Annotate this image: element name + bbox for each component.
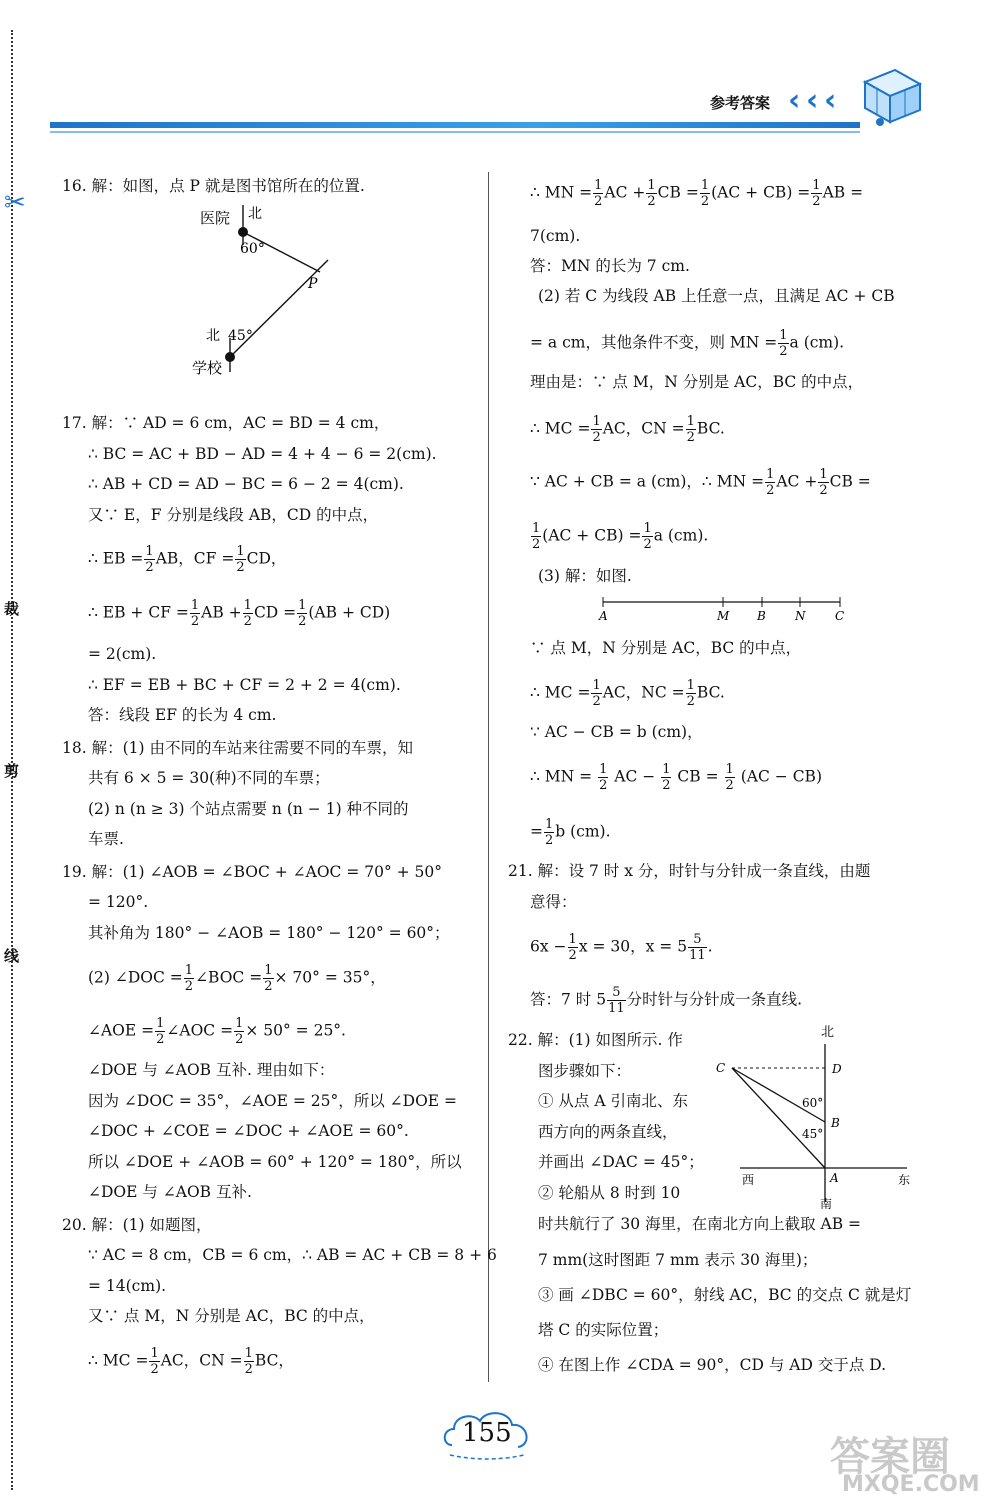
fig20-c: C [835, 609, 845, 623]
r-line13: ∵ AC − CB = b (cm)， [530, 723, 703, 741]
watermark-logo: 答案圈 [830, 1434, 950, 1480]
fig22-west: 西 [742, 1173, 755, 1187]
r-line2: 7(cm). [530, 227, 581, 245]
q19-line7: 因为 ∠DOC = 35°，∠AOE = 25°，所以 ∠DOE = [88, 1092, 458, 1110]
figure-20-segment [595, 592, 850, 626]
fig22-angle-60: 60° [802, 1096, 824, 1110]
r-line5: = a cm，其他条件不变，则 MN = $\frac{1}{2}$ a (cm). [530, 328, 845, 359]
q19-line8: ∠DOC + ∠COE = ∠DOC + ∠AOE = 60°. [88, 1122, 409, 1140]
q20-line1: 20. 解：(1) 如题图， [62, 1216, 212, 1234]
q22-line11: ④ 在图上作 ∠CDA = 90°，CD 与 AD 交于点 D. [538, 1356, 887, 1374]
fig20-b: B [757, 609, 766, 623]
r-line10: (3) 解：如图. [538, 567, 632, 585]
r-line7: ∴ MC = $\frac{1}{2}$ AC，CN = $\frac{1}{2}$ BC. [530, 414, 725, 445]
q19-line9: 所以 ∠DOE + ∠AOB = 60° + 120° = 180°，所以 [88, 1153, 462, 1171]
fig22-south: 南 [820, 1197, 833, 1211]
fig22-d: D [832, 1062, 842, 1076]
q22-line4: 西方向的两条直线， [538, 1123, 678, 1141]
scissors-icon: ✂ [4, 188, 26, 218]
r-line14: ∴ MN = $\frac{1}{2}$ AC − $\frac{1}{2}$ CB = $\frac{1}{2}$ (AC − CB) [530, 762, 822, 793]
r-line4: (2) 若 C 为线段 AB 上任意一点，且满足 AC + CB [538, 287, 895, 305]
q22-line9: ③ 画 ∠DBC = 60°，射线 AC，BC 的交点 C 就是灯 [538, 1286, 912, 1304]
q22-line8: 7 mm(这时图距 7 mm 表示 30 海里)； [538, 1251, 818, 1269]
q19-line2: = 120°. [88, 893, 149, 911]
q17-line9: 答：线段 EF 的长为 4 cm. [88, 706, 277, 724]
margin-label-cut: 裁 [4, 600, 20, 618]
page-number: 155 [462, 1418, 512, 1448]
q21-line1: 21. 解：设 7 时 x 分，时针与分针成一条直线，由题 [508, 862, 871, 880]
q18-line1: 18. 解：(1) 由不同的车站来往需要不同的车票，知 [62, 739, 413, 757]
q17-line1: 17. 解：∵ AD = 6 cm，AC = BD = 4 cm， [62, 414, 390, 432]
q17-line7: = 2(cm). [88, 645, 157, 663]
q16-text: 16. 解：如图，点 P 就是图书馆所在的位置. [62, 177, 365, 195]
q20-line3: = 14(cm). [88, 1277, 167, 1295]
r-line6: 理由是：∵ 点 M，N 分别是 AC，BC 的中点， [530, 373, 864, 391]
q17-line8: ∴ EF = EB + BC + CF = 2 + 2 = 4(cm). [88, 676, 401, 694]
fig22-c: C [716, 1061, 726, 1075]
margin-label-scissor: 剪 [4, 762, 20, 780]
q22-line1: 22. 解：(1) 如图所示. 作 [508, 1031, 683, 1049]
q17-line6: ∴ EB + CF = $\frac{1}{2}$ AB + $\frac{1}{2}$ CD = $\frac{1}{2}$ (AB + CD) [88, 598, 391, 629]
r-line12: ∴ MC = $\frac{1}{2}$ AC，NC = $\frac{1}{2}$ BC. [530, 678, 725, 709]
r-line3: 答：MN 的长为 7 cm. [530, 257, 690, 275]
q19-line1: 19. 解：(1) ∠AOB = ∠BOC + ∠AOC = 70° + 50° [62, 863, 443, 881]
q21-line3: 6x − $\frac{1}{2}$ x = 30，x = 5 $\frac{5}{11}$ . [530, 932, 713, 963]
q20-line2: ∵ AC = 8 cm，CB = 6 cm，∴ AB = AC + CB = 8 + 6 [88, 1246, 497, 1264]
fig20-m: M [717, 609, 730, 623]
chevron-left-icon: ‹ [806, 83, 819, 118]
fig16-angle-45: 45° [228, 328, 253, 344]
r-line11: ∵ 点 M，N 分别是 AC，BC 的中点， [530, 639, 802, 657]
q18-line4: 车票. [88, 830, 124, 848]
q22-line2: 图步骤如下： [538, 1062, 632, 1080]
q17-line3: ∴ AB + CD = AD − BC = 6 − 2 = 4(cm). [88, 475, 404, 493]
r-line9: $\frac{1}{2}$ (AC + CB) = $\frac{1}{2}$ a (cm). [532, 521, 709, 552]
chevron-left-icon: ‹ [824, 83, 837, 118]
q17-line2: ∴ BC = AC + BD − AD = 4 + 4 − 6 = 2(cm). [88, 445, 437, 463]
q22-line7: 时共航行了 30 海里，在南北方向上截取 AB = [538, 1215, 862, 1233]
fig16-north-bottom: 北 [206, 328, 220, 344]
cube-logo-icon [855, 62, 925, 127]
q20-line5: ∴ MC = $\frac{1}{2}$ AC，CN = $\frac{1}{2}$ BC， [88, 1346, 294, 1377]
fig22-north: 北 [821, 1025, 835, 1040]
fig16-angle-60: 60° [240, 241, 265, 257]
q22-line5: 并画出 ∠DAC = 45°； [538, 1153, 704, 1171]
header-rule-thin [50, 131, 860, 133]
fig16-point-p: P [308, 276, 318, 292]
q21-line4: 答：7 时 5 $\frac{5}{11}$ 分时针与分针成一条直线. [530, 985, 803, 1016]
watermark-url: MXQE.COM [842, 1472, 980, 1497]
r-line8: ∵ AC + CB = a (cm)，∴ MN = $\frac{1}{2}$ AC + $\frac{1}{2}$ CB = [530, 467, 871, 498]
margin-label-line: 线 [4, 947, 20, 965]
q22-line10: 塔 C 的实际位置； [538, 1321, 669, 1339]
figure-16 [180, 200, 350, 380]
q19-line6: ∠DOE 与 ∠AOB 互补. 理由如下： [88, 1061, 335, 1079]
q19-line5: ∠AOE = $\frac{1}{2}$ ∠AOC = $\frac{1}{2}$ × 50° = 25°. [88, 1016, 346, 1047]
fig22-b: B [831, 1116, 840, 1130]
q20-line4: 又∵ 点 M，N 分别是 AC，BC 的中点， [88, 1307, 375, 1325]
q22-line6: ② 轮船从 8 时到 10 [538, 1184, 681, 1202]
q19-line10: ∠DOE 与 ∠AOB 互补. [88, 1183, 252, 1201]
header-rule [50, 122, 860, 128]
header-title: 参考答案 [710, 94, 771, 112]
fig22-angle-45: 45° [802, 1127, 824, 1141]
column-divider [488, 172, 489, 1382]
q18-line2: 共有 6 × 5 = 30(种)不同的车票； [88, 769, 330, 787]
fig20-a: A [599, 609, 608, 623]
q19-line4: (2) ∠DOC = $\frac{1}{2}$ ∠BOC = $\frac{1}{2}$ × 70° = 35°， [88, 963, 386, 994]
chevron-left-icon: ‹ [788, 83, 801, 118]
q17-line4: 又∵ E，F 分别是线段 AB，CD 的中点， [88, 506, 379, 524]
q21-line2: 意得： [530, 893, 577, 911]
fig22-a: A [830, 1171, 839, 1185]
fig20-n: N [795, 609, 806, 623]
fig16-hospital: 医院 [200, 209, 231, 227]
fig16-north-top: 北 [248, 206, 262, 222]
figure-22 [712, 1022, 917, 1212]
r-line1: ∴ MN = $\frac{1}{2}$ AC + $\frac{1}{2}$ CB = $\frac{1}{2}$ (AC + CB) = $\frac{1}{2}$ AB = [530, 178, 864, 209]
q17-line5: ∴ EB = $\frac{1}{2}$ AB，CF = $\frac{1}{2}$ CD， [88, 544, 287, 575]
fig16-school: 学校 [192, 359, 223, 377]
q19-line3: 其补角为 180° − ∠AOB = 180° − 120° = 60°； [88, 924, 450, 942]
q18-line3: (2) n (n ≥ 3) 个站点需要 n (n − 1) 种不同的 [88, 800, 409, 818]
r-line15: = $\frac{1}{2}$ b (cm). [530, 817, 611, 848]
fig22-east: 东 [898, 1173, 911, 1187]
q22-line3: ① 从点 A 引南北、东 [538, 1092, 688, 1110]
